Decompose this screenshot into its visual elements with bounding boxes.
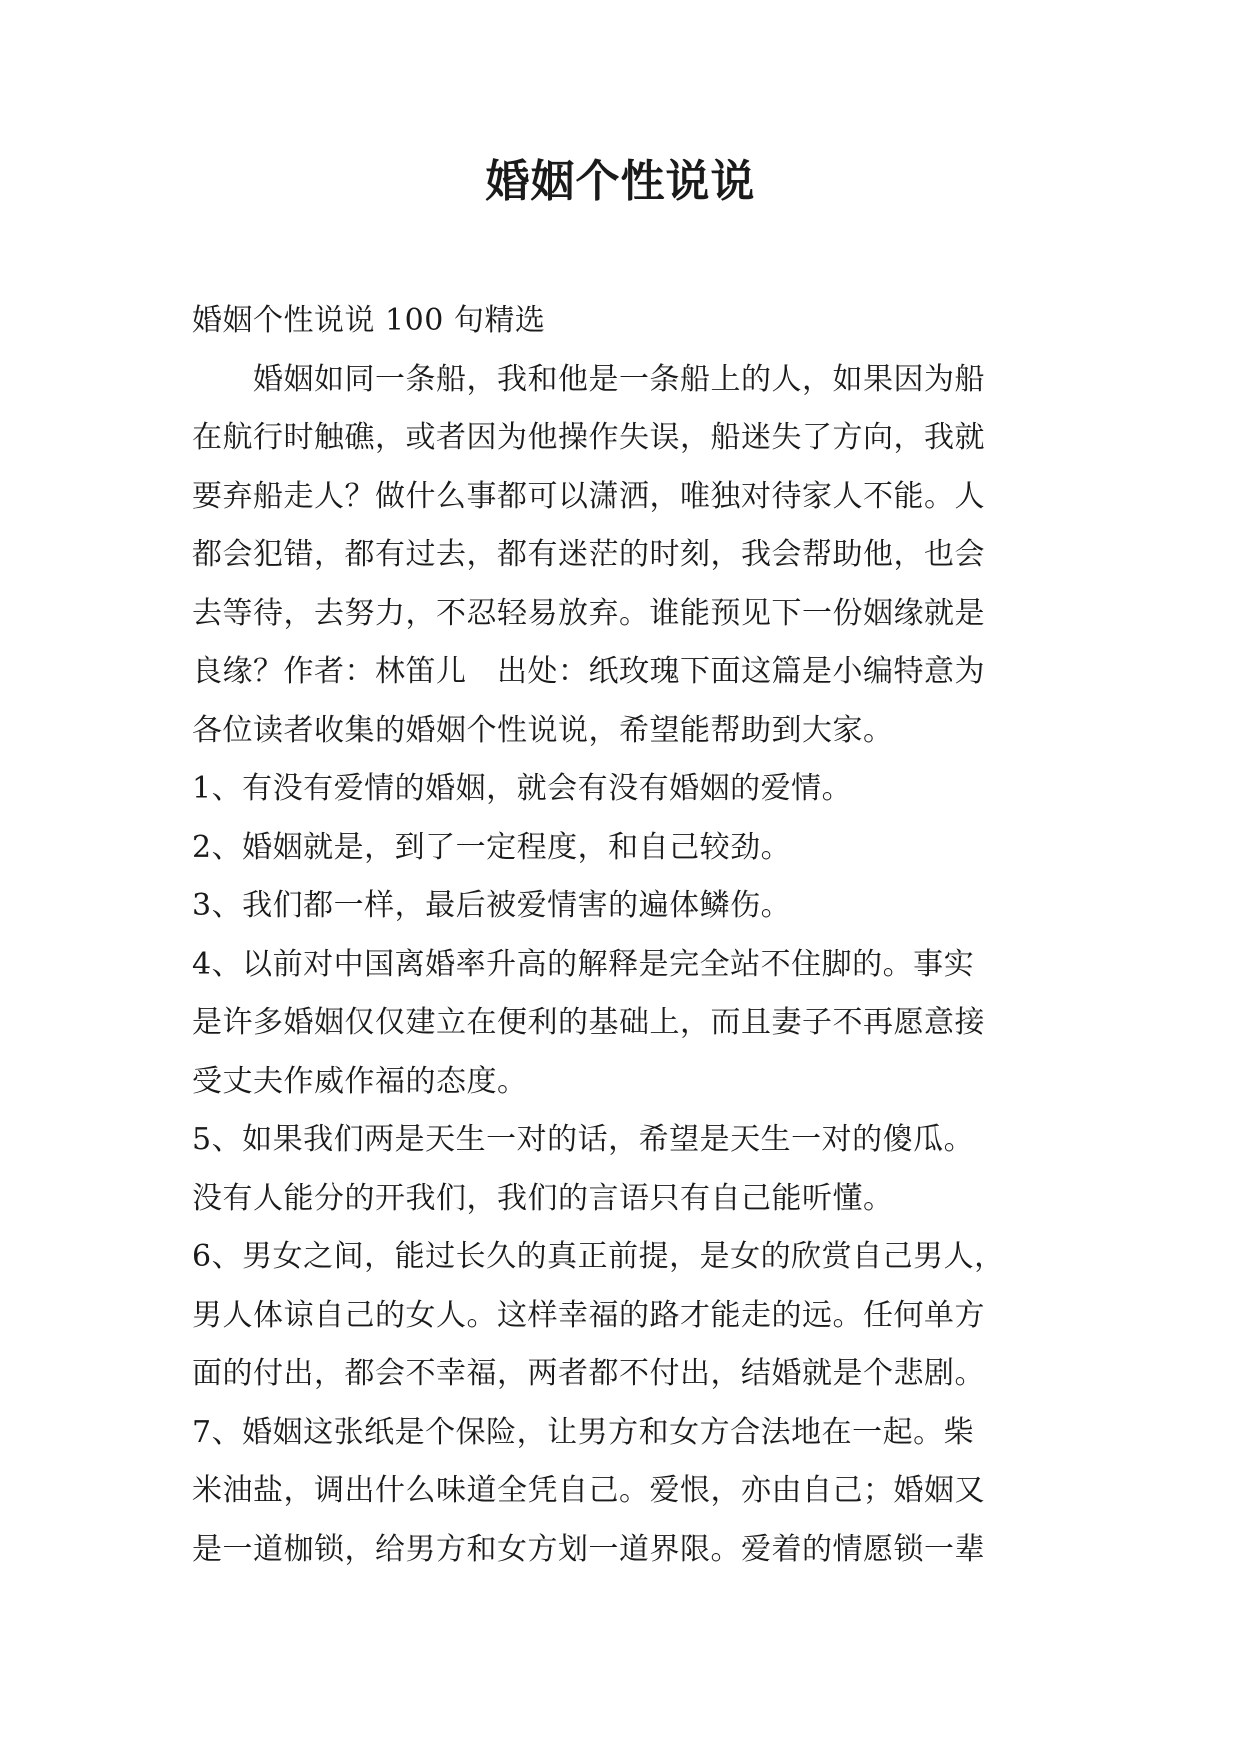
body-line-20: 7、婚姻这张纸是个保险，让男方和女方合法地在一起。柴: [192, 1414, 975, 1450]
body-line-14: 受丈夫作威作福的态度。: [192, 1063, 528, 1099]
body-line-18: 男人体谅自己的女人。这样幸福的路才能走的远。任何单方: [192, 1297, 985, 1333]
body-line-13: 是许多婚姻仅仅建立在便利的基础上，而且妻子不再愿意接: [192, 1005, 985, 1040]
body-line-7: 良缘？作者：林笛儿 出处：纸玫瑰下面这篇是小编特意为: [192, 654, 985, 689]
body-line-17: 6、男女之间，能过长久的真正前提，是女的欣赏自己男人，: [192, 1239, 1005, 1274]
body-line-11: 3、我们都一样，最后被爱情害的遍体鳞伤。: [192, 888, 792, 923]
body-line-9: 1、有没有爱情的婚姻，就会有没有婚姻的爱情。: [192, 771, 853, 806]
body-line-5: 都会犯错，都有过去，都有迷茫的时刻，我会帮助他，也会: [192, 537, 985, 572]
body-line-22: 是一道枷锁，给男方和女方划一道界限。爱着的情愿锁一辈: [192, 1531, 985, 1567]
body-line-4: 要弃船走人？做什么事都可以潇洒，唯独对待家人不能。人: [192, 478, 985, 514]
body-line-2: 婚姻如同一条船，我和他是一条船上的人，如果因为船: [192, 361, 985, 397]
body-line-8: 各位读者收集的婚姻个性说说，希望能帮助到大家。: [192, 712, 894, 748]
body-line-1: 婚姻个性说说 100 句精选: [192, 303, 546, 338]
body-line-19: 面的付出，都会不幸福，两者都不付出，结婚就是个悲剧。: [192, 1356, 985, 1391]
document-title: 婚姻个性说说: [485, 156, 756, 207]
body-line-12: 4、以前对中国离婚率升高的解释是完全站不住脚的。事实: [192, 946, 975, 982]
body-line-3: 在航行时触礁，或者因为他操作失误，船迷失了方向，我就: [192, 420, 985, 455]
body-line-16: 没有人能分的开我们，我们的言语只有自己能听懂。: [192, 1180, 894, 1216]
body-line-15: 5、如果我们两是天生一对的话，希望是天生一对的傻瓜。: [192, 1122, 975, 1157]
body-line-6: 去等待，去努力，不忍轻易放弃。谁能预见下一份姻缘就是: [192, 595, 985, 631]
document-body: [192, 292, 1062, 1579]
body-line-10: 2、婚姻就是，到了一定程度，和自己较劲。: [192, 829, 792, 865]
body-line-21: 米油盐，调出什么味道全凭自己。爱恨，亦由自己；婚姻又: [192, 1473, 985, 1508]
